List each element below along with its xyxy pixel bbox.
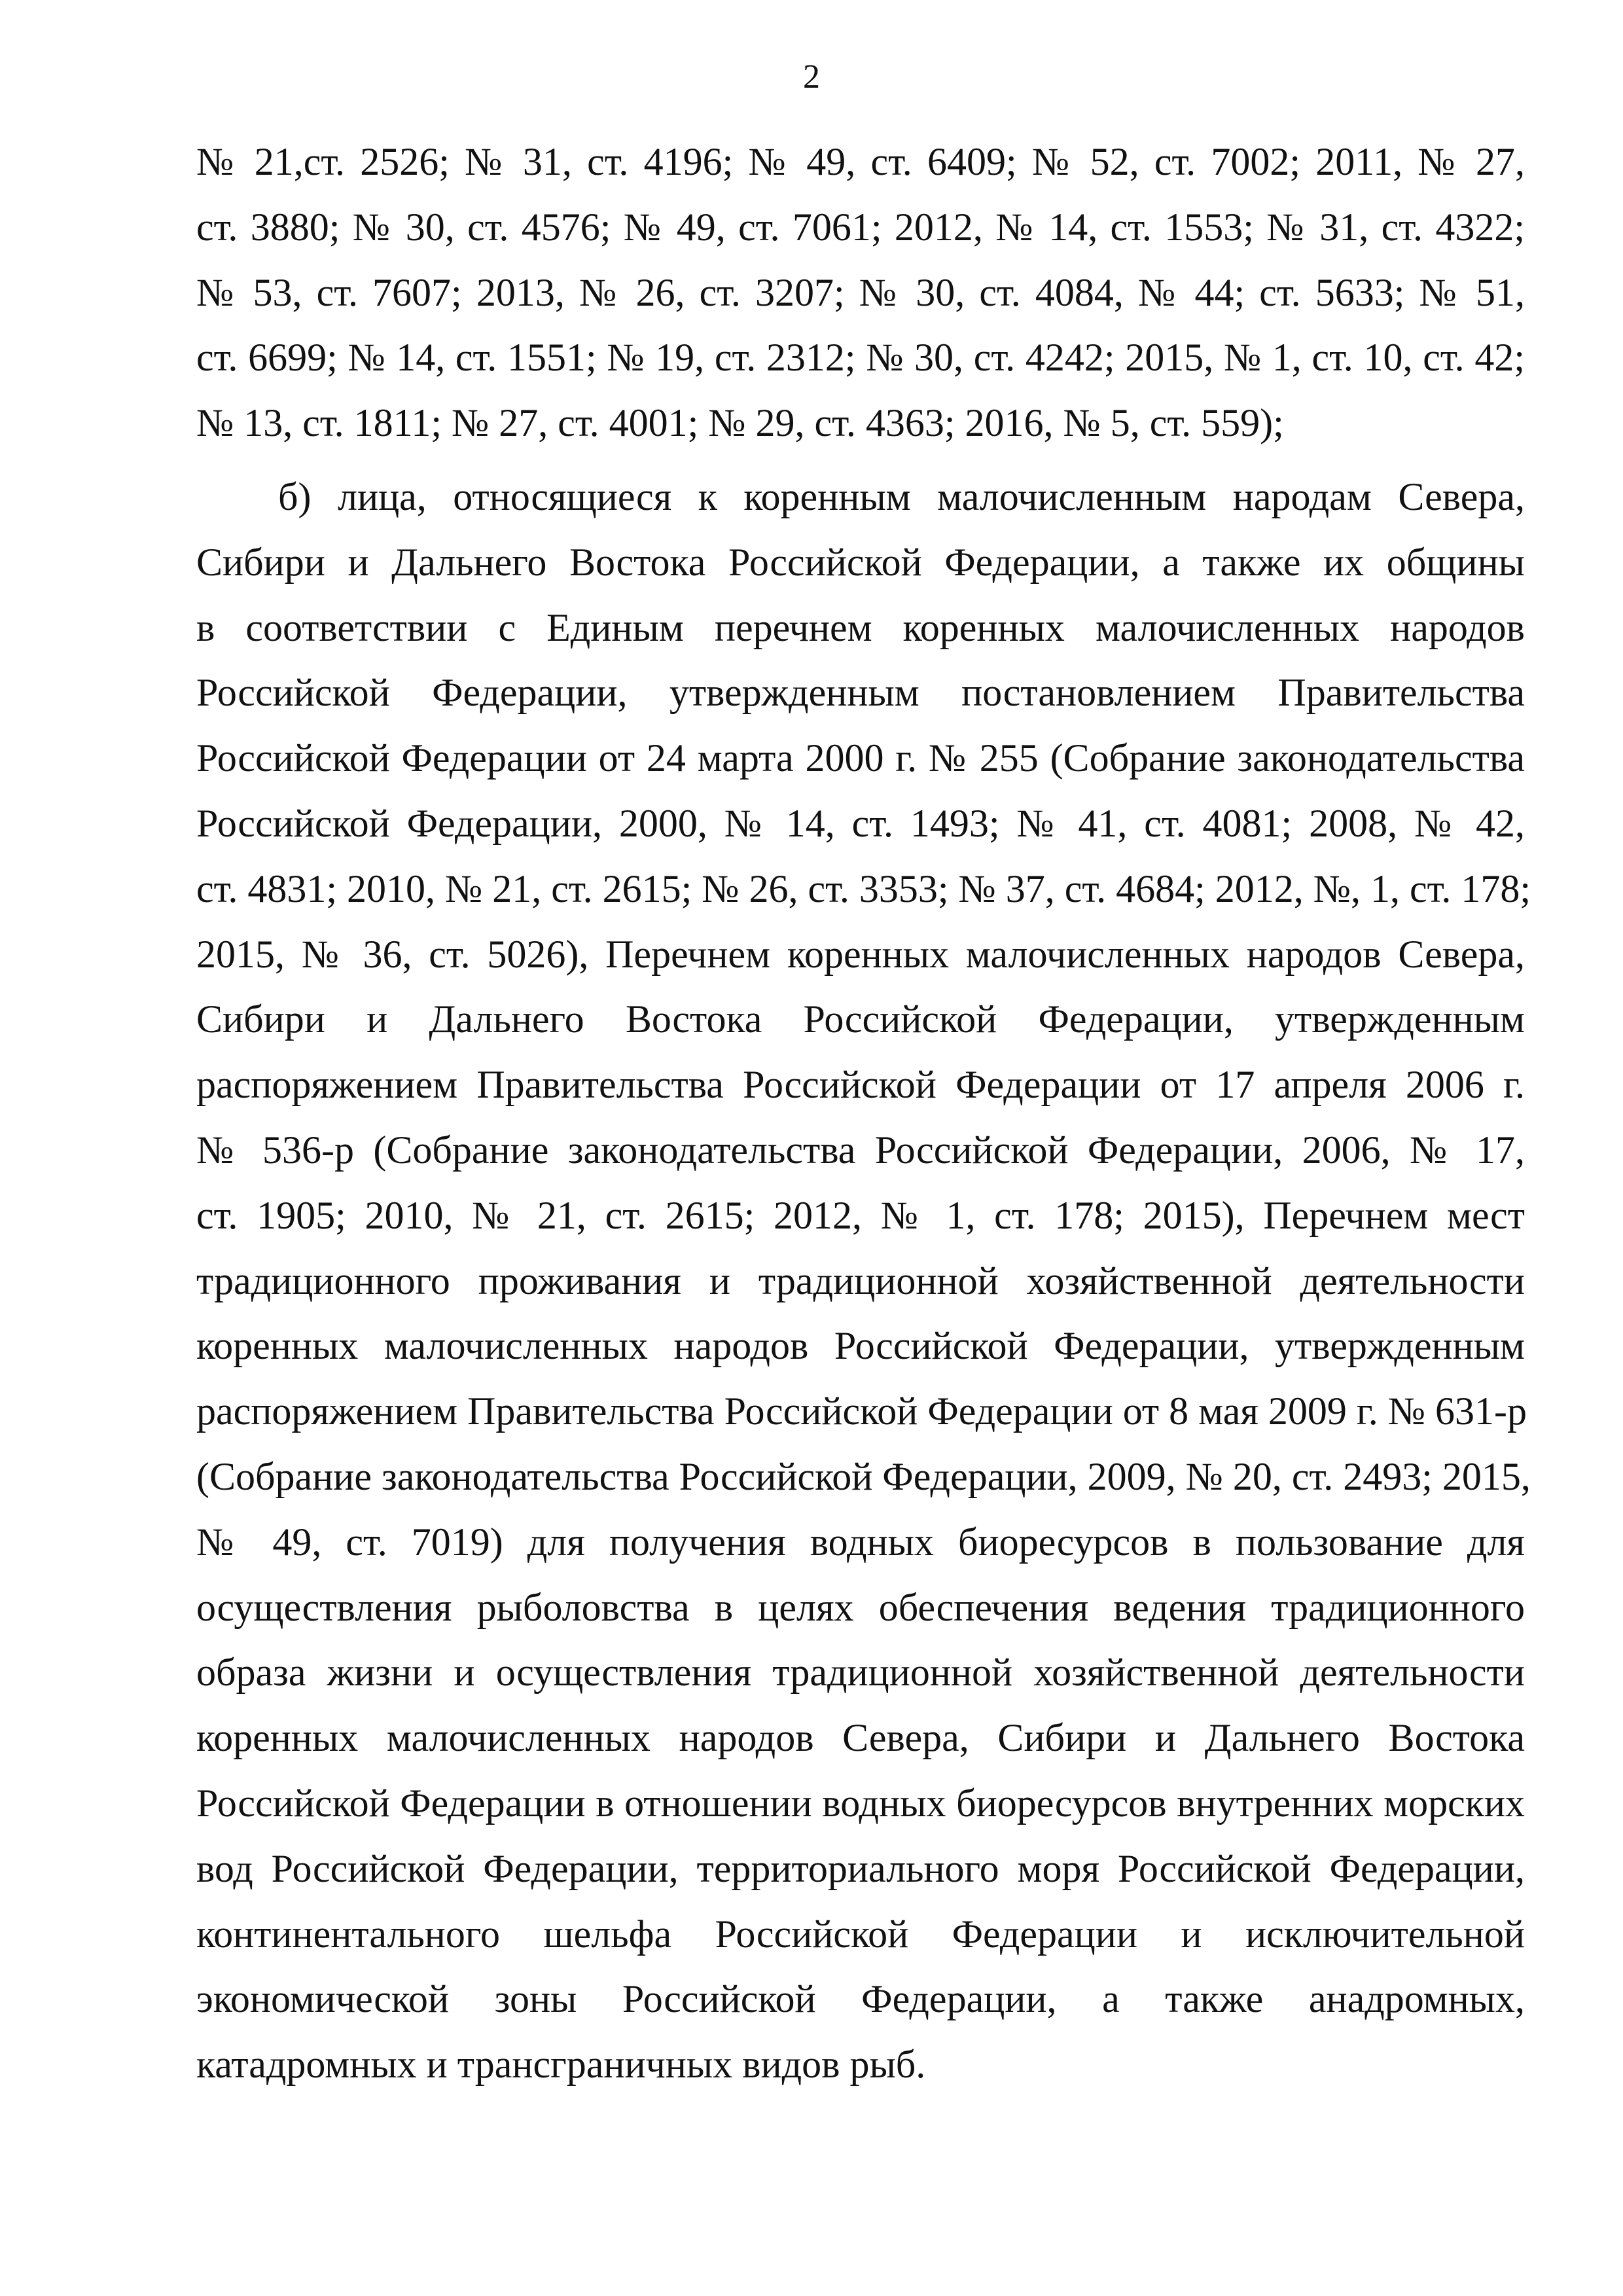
text-line: ст. 6699; № 14, ст. 1551; № 19, ст. 2312; № 30, ст. 4242; 2015, № 1, ст. 10, ст. 42; — [196, 336, 1525, 380]
text-line: № 13, ст. 1811; № 27, ст. 4001; № 29, ст. 4363; 2016, № 5, ст. 559); — [196, 401, 1284, 445]
text-line: б) лица, относящиеся к коренным малочисленным народам Севера, — [278, 475, 1525, 518]
text-line: катадромных и трансграничных видов рыб. — [196, 2043, 926, 2087]
text-line: № 49, ст. 7019) для получения водных биоресурсов в пользование для — [196, 1520, 1525, 1564]
text-line: ст. 1905; 2010, № 21, ст. 2615; 2012, № 1, ст. 178; 2015), Перечнем мест — [196, 1193, 1525, 1237]
text-line: Российской Федерации от 24 марта 2000 г. № 255 (Собрание законодательства — [196, 736, 1525, 780]
paragraph-b — [196, 465, 1531, 2098]
text-line: распоряжением Правительства Российской Федерации от 17 апреля 2006 г. — [196, 1063, 1525, 1107]
text-line: Сибири и Дальнего Востока Российской Федерации, утвержденным — [196, 997, 1525, 1041]
text-line: № 53, ст. 7607; 2013, № 26, ст. 3207; № 30, ст. 4084, № 44; ст. 5633; № 51, — [196, 270, 1525, 314]
text-line: экономической зоны Российской Федерации, а также анадромных, — [196, 1977, 1525, 2021]
text-line: № 21,ст. 2526; № 31, ст. 4196; № 49, ст. 6409; № 52, ст. 7002; 2011, № 27, — [196, 140, 1525, 183]
text-line: распоряжением Правительства Российской Федерации от 8 мая 2009 г. № 631-р — [196, 1390, 1527, 1433]
text-line: в соответствии с Единым перечнем коренных малочисленных народов — [196, 605, 1525, 649]
text-line: традиционного проживания и традиционной хозяйственной деятельности — [196, 1259, 1525, 1302]
text-line: образа жизни и осуществления традиционной хозяйственной деятельности — [196, 1651, 1525, 1695]
text-line: коренных малочисленных народов Севера, Сибири и Дальнего Востока — [196, 1716, 1525, 1760]
text-line: Российской Федерации, утвержденным постановлением Правительства — [196, 671, 1525, 715]
text-line: 2015, № 36, ст. 5026), Перечнем коренных малочисленных народов Севера, — [196, 932, 1525, 976]
text-line: Российской Федерации в отношении водных биоресурсов внутренних морских — [196, 1781, 1525, 1825]
text-line: осуществления рыболовства в целях обеспечения ведения традиционного — [196, 1585, 1525, 1629]
text-line: коренных малочисленных народов Российской Федерации, утвержденным — [196, 1324, 1525, 1368]
text-line: вод Российской Федерации, территориального моря Российской Федерации, — [196, 1846, 1525, 1890]
page-number: 2 — [803, 58, 820, 96]
text-line: ст. 4831; 2010, № 21, ст. 2615; № 26, ст. 3353; № 37, ст. 4684; 2012, №, 1, ст. 178; — [196, 867, 1531, 910]
text-line: № 536-р (Собрание законодательства Российской Федерации, 2006, № 17, — [196, 1128, 1525, 1172]
text-line: ст. 3880; № 30, ст. 4576; № 49, ст. 7061; 2012, № 14, ст. 1553; № 31, ст. 4322; — [196, 205, 1525, 249]
text-line: континентального шельфа Российской Федерации и исключительной — [196, 1912, 1525, 1956]
text-line: (Собрание законодательства Российской Федерации, 2009, № 20, ст. 2493; 2015, — [196, 1454, 1531, 1498]
text-line: Российской Федерации, 2000, № 14, ст. 1493; № 41, ст. 4081; 2008, № 42, — [196, 801, 1525, 845]
citation-continuation — [196, 130, 1525, 456]
text-line: Сибири и Дальнего Востока Российской Федерации, а также их общины — [196, 540, 1525, 584]
